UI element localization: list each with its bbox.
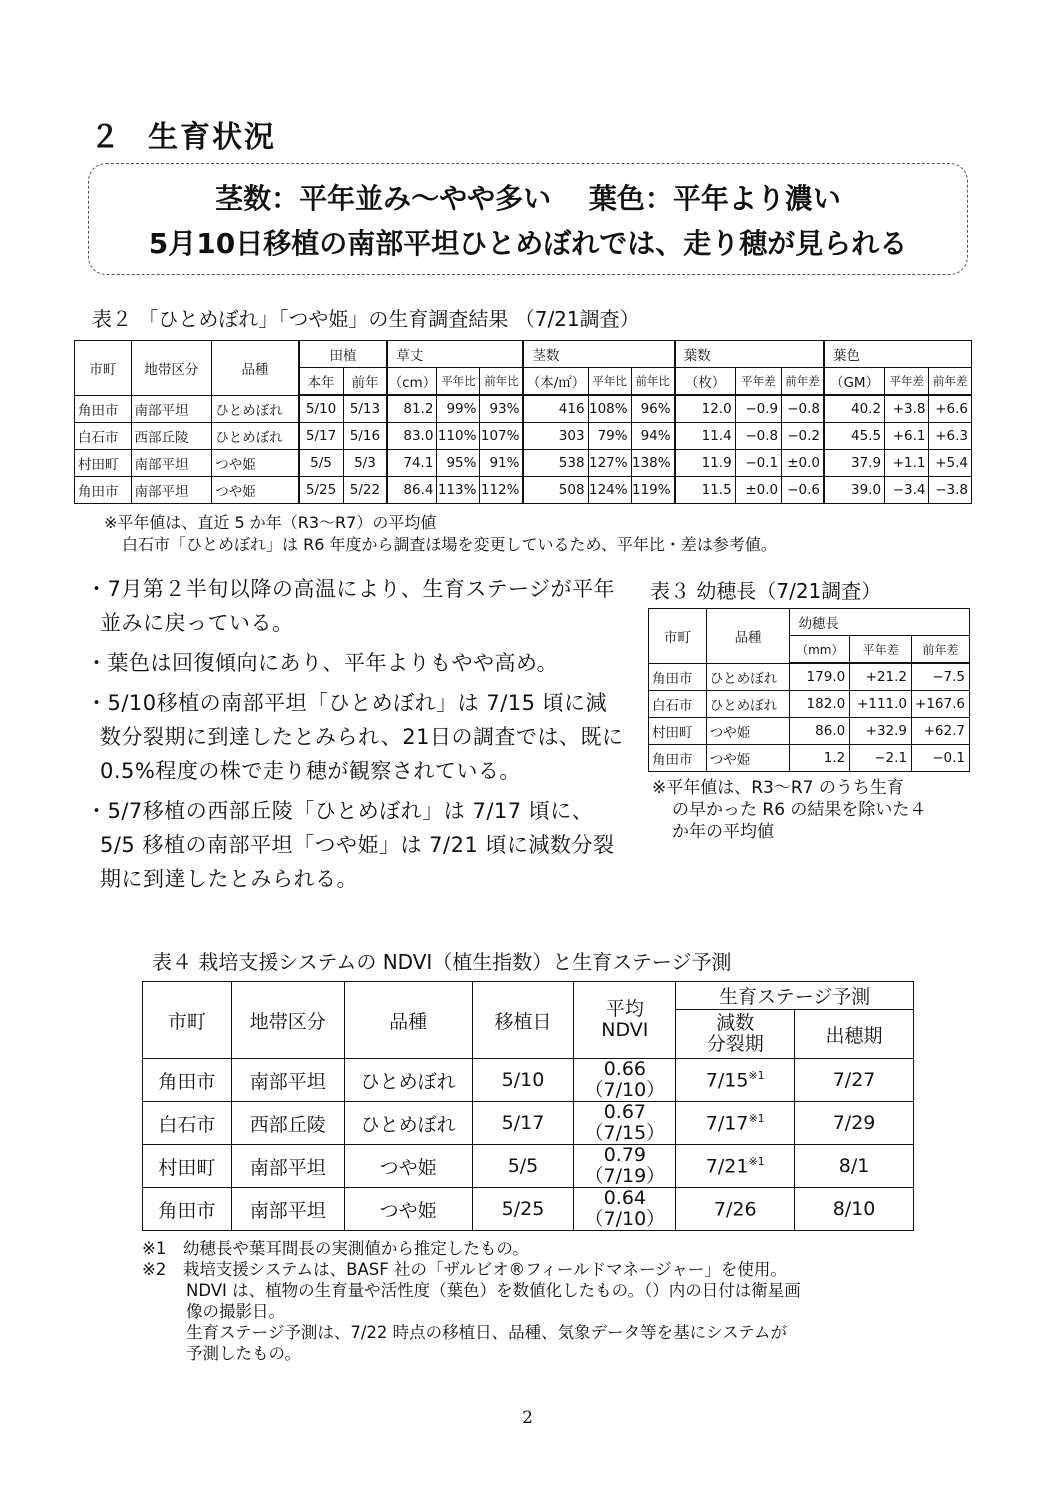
header-ratio-normal: 平年比 (437, 368, 480, 396)
header-planting: 田植 (299, 341, 388, 368)
table-cell: 83.0 (387, 423, 437, 450)
table-row (143, 1059, 914, 1102)
table-cell: 79% (588, 423, 631, 450)
table-cell: 113% (437, 477, 480, 504)
table-cell: 5/25 (472, 1188, 574, 1231)
table-row (143, 1145, 914, 1188)
meiosis-date: 7/15 (705, 1069, 749, 1092)
meiosis-cell (676, 1059, 795, 1102)
table-cell: 南部平坦 (131, 450, 212, 477)
header-diff-last: 前年差 (929, 368, 972, 396)
table4-note-cont: 予測したもの。 (186, 1344, 301, 1363)
table-cell: 303 (523, 423, 588, 450)
summary-box (88, 163, 968, 275)
bullet-list (86, 572, 626, 902)
header-variety: 品種 (706, 609, 790, 664)
table-cell: 86.4 (387, 477, 437, 504)
table-cell: ひとめぼれ (344, 1059, 472, 1102)
header-diff-normal: 平年差 (885, 368, 929, 396)
table-cell: 5/5 (299, 450, 343, 477)
table3-note-line: の早かった R6 の結果を除いた４ (672, 800, 927, 820)
table-cell: つや姫 (212, 477, 299, 504)
table-cell: ±0.0 (735, 477, 781, 504)
ndvi-cell (574, 1059, 676, 1102)
table-row (649, 663, 970, 691)
meiosis-cell (676, 1188, 795, 1231)
table-cell: 5/22 (343, 477, 387, 504)
header-stems: 茎数 (523, 341, 674, 368)
header-meiosis-l1: 減数 (716, 1012, 755, 1034)
table-cell: 45.5 (824, 423, 885, 450)
table-cell: −0.2 (782, 423, 824, 450)
table-cell: −0.6 (782, 477, 824, 504)
ndvi-cell (574, 1188, 676, 1231)
table-cell: 村田町 (649, 718, 707, 745)
table2-caption: 表２ 「ひとめぼれ」「つや姫」の生育調査結果 （7/21調査） (92, 307, 640, 331)
table-row (75, 395, 972, 423)
table-cell: +6.3 (929, 423, 972, 450)
header-ndvi-l1: 平均 (605, 998, 644, 1020)
table4-note-cont: 生育ステージ予測は、7/22 時点の移植日、品種、気象データ等を基にシステムが (186, 1323, 787, 1342)
table-cell: 108% (588, 395, 631, 423)
table-cell: 南部平坦 (231, 1188, 344, 1231)
table-cell: 角田市 (649, 663, 707, 691)
table-cell: 86.0 (790, 718, 850, 745)
header-color-unit: （GM） (824, 368, 885, 396)
table-cell: 7/27 (795, 1059, 914, 1102)
table2-body (75, 395, 972, 504)
table3-caption: 表３ 幼穂長（7/21調査） (650, 579, 882, 603)
header-unit: （mm） (790, 636, 850, 664)
table-cell: −0.8 (782, 395, 824, 423)
header-ratio-last: 前年比 (631, 368, 675, 396)
meiosis-date: 7/21 (705, 1155, 749, 1178)
table-cell: 8/1 (795, 1145, 914, 1188)
header-variety: 品種 (212, 341, 299, 396)
table-cell: 角田市 (75, 395, 132, 423)
section-heading (90, 112, 276, 156)
header-town: 市町 (143, 982, 232, 1059)
table-cell: 11.4 (675, 423, 736, 450)
table-cell: 11.9 (675, 450, 736, 477)
table-cell: ひとめぼれ (212, 395, 299, 423)
table-row (143, 1102, 914, 1145)
header-color: 葉色 (824, 341, 972, 368)
table-cell: +167.6 (912, 691, 970, 718)
table-cell: 96% (631, 395, 675, 423)
meiosis-cell (676, 1102, 795, 1145)
table2-note-1: ※平年値は、直近 5 か年（R3～R7）の平均値 (104, 513, 437, 532)
table3-note (652, 777, 972, 843)
table2-notes (104, 512, 777, 556)
table-cell: 99% (437, 395, 480, 423)
bullet-item: ・5/10移植の南部平坦「ひとめぼれ」は 7/15 頃に減数分裂期に到達したとみられ、21日の調査では、既に 0.5%程度の株で走り穂が観察されている。 (86, 691, 624, 783)
table-row (649, 691, 970, 718)
table-cell: 112% (480, 477, 524, 504)
meiosis-date: 7/17 (705, 1112, 749, 1135)
table-cell: ひとめぼれ (212, 423, 299, 450)
table-cell: 角田市 (143, 1188, 232, 1231)
ndvi-cell (574, 1145, 676, 1188)
table-cell: 12.0 (675, 395, 736, 423)
table-cell: +32.9 (850, 718, 912, 745)
meiosis-date: 7/26 (713, 1198, 757, 1221)
table-cell: −3.8 (929, 477, 972, 504)
header-diff-last: 前年差 (912, 636, 970, 664)
table-cell: つや姫 (212, 450, 299, 477)
table-cell: ひとめぼれ (706, 663, 790, 691)
table-cell: 124% (588, 477, 631, 504)
ndvi-date: （7/10） (584, 1208, 666, 1230)
table-cell: 5/5 (472, 1145, 574, 1188)
table2-note-2: 白石市「ひとめぼれ」は R6 年度から調査ほ場を変更しているため、平年比・差は参考値。 (122, 535, 777, 554)
table-cell: 74.1 (387, 450, 437, 477)
table-cell: つや姫 (706, 745, 790, 772)
table-cell: 西部丘陵 (131, 423, 212, 450)
header-ndvi-l2: NDVI (601, 1019, 649, 1041)
header-ratio-last: 前年比 (480, 368, 524, 396)
table-cell: 角田市 (143, 1059, 232, 1102)
table-row (649, 745, 970, 772)
table-cell: ±0.0 (782, 450, 824, 477)
table-cell: 5/10 (472, 1059, 574, 1102)
header-leaves: 葉数 (675, 341, 824, 368)
meiosis-cell (676, 1145, 795, 1188)
table-cell: ひとめぼれ (706, 691, 790, 718)
ndvi-value: 0.64 (603, 1187, 646, 1209)
table3-note-line: ※平年値は、R3～R7 のうち生育 (652, 778, 904, 798)
ndvi-cell (574, 1102, 676, 1145)
table-cell: 40.2 (824, 395, 885, 423)
table-cell: 508 (523, 477, 588, 504)
header-diff-normal: 平年差 (735, 368, 781, 396)
header-meiosis (676, 1010, 795, 1059)
section-title: 生育状況 (148, 120, 276, 155)
header-diff-normal: 平年差 (850, 636, 912, 664)
table-cell: 5/16 (343, 423, 387, 450)
table-cell: +3.8 (885, 395, 929, 423)
panicle-length-table (648, 608, 970, 772)
header-zone: 地帯区分 (231, 982, 344, 1059)
table4-note-cont: NDVI は、植物の生育量や活性度（葉色）を数値化したもの。（）内の日付は衛星画 (186, 1281, 801, 1300)
summary-line-2: 5月10日移植の南部平坦ひとめぼれでは、走り穂が見られる (148, 227, 908, 260)
table-cell: 5/3 (343, 450, 387, 477)
section-number: ２ (90, 120, 122, 155)
table-cell: +62.7 (912, 718, 970, 745)
header-meiosis-l2: 分裂期 (706, 1033, 764, 1055)
table-cell: 7/29 (795, 1102, 914, 1145)
header-height-unit: （cm） (387, 368, 437, 396)
table-cell: つや姫 (344, 1188, 472, 1231)
table-cell: 11.5 (675, 477, 736, 504)
table4-note-cont: 像の撮影日。 (186, 1302, 285, 1321)
table-cell: 94% (631, 423, 675, 450)
header-planting: 移植日 (472, 982, 574, 1059)
page-number: 2 (522, 1408, 533, 1428)
table-cell: 179.0 (790, 663, 850, 691)
table-cell: +6.1 (885, 423, 929, 450)
table-cell: −0.1 (735, 450, 781, 477)
footnote-mark: ※1 (748, 1068, 765, 1082)
ndvi-date: （7/10） (584, 1079, 666, 1101)
table-cell: 村田町 (143, 1145, 232, 1188)
table-cell: 127% (588, 450, 631, 477)
table-row (75, 450, 972, 477)
header-height: 草丈 (387, 341, 523, 368)
header-town: 市町 (75, 341, 132, 396)
growth-survey-table (74, 340, 972, 504)
header-stems-unit: （本/㎡） (523, 368, 588, 396)
table-cell: 南部平坦 (231, 1145, 344, 1188)
table-cell: 白石市 (143, 1102, 232, 1145)
header-leaves-unit: （枚） (675, 368, 736, 396)
table-row (75, 423, 972, 450)
table-cell: 南部平坦 (131, 477, 212, 504)
summary-line-1: 茎数：平年並み～やや多い 葉色：平年より濃い (215, 182, 841, 215)
table-cell: 91% (480, 450, 524, 477)
table-cell: 93% (480, 395, 524, 423)
header-ratio-normal: 平年比 (588, 368, 631, 396)
table-cell: −0.9 (735, 395, 781, 423)
table4-notes (142, 1238, 801, 1364)
table-cell: −2.1 (850, 745, 912, 772)
table-cell: +5.4 (929, 450, 972, 477)
table4-caption: 表４ 栽培支援システムの NDVI（植生指数）と生育ステージ予測 (152, 950, 732, 974)
bullet-item: ・5/7移植の西部丘陵「ひとめぼれ」は 7/17 頃に、5/5 移植の南部平坦「つや姫」は 7/21 頃に減数分裂期に到達したとみられる。 (86, 799, 615, 891)
table-cell: 95% (437, 450, 480, 477)
table4-body (143, 1059, 914, 1231)
table-cell: 南部平坦 (131, 395, 212, 423)
footnote-mark: ※1 (748, 1154, 765, 1168)
table-cell: 538 (523, 450, 588, 477)
header-zone: 地帯区分 (131, 341, 212, 396)
table-cell: 5/25 (299, 477, 343, 504)
header-ndvi (574, 982, 676, 1059)
header-town: 市町 (649, 609, 707, 664)
bullet-item: ・葉色は回復傾向にあり、平年よりもやや高め。 (86, 651, 559, 675)
bullet-item: ・7月第２半旬以降の高温により、生育ステージが平年並みに戻っている。 (86, 577, 616, 635)
table-cell: 182.0 (790, 691, 850, 718)
table-cell: ひとめぼれ (344, 1102, 472, 1145)
table-cell: −7.5 (912, 663, 970, 691)
table-cell: 西部丘陵 (231, 1102, 344, 1145)
table-cell: 角田市 (649, 745, 707, 772)
table-cell: 5/13 (343, 395, 387, 423)
table-cell: 37.9 (824, 450, 885, 477)
header-heading: 出穂期 (795, 1010, 914, 1059)
table-cell: +111.0 (850, 691, 912, 718)
table-cell: 138% (631, 450, 675, 477)
table-cell: −3.4 (885, 477, 929, 504)
table-cell: 南部平坦 (231, 1059, 344, 1102)
ndvi-date: （7/19） (584, 1165, 666, 1187)
table-row (143, 1188, 914, 1231)
table-cell: 5/17 (472, 1102, 574, 1145)
header-this-year: 本年 (299, 368, 343, 396)
ndvi-value: 0.67 (603, 1101, 646, 1123)
ndvi-value: 0.79 (603, 1144, 646, 1166)
table-row (649, 718, 970, 745)
header-variety: 品種 (344, 982, 472, 1059)
table3-note-line: か年の平均値 (672, 822, 774, 842)
table-row (75, 477, 972, 504)
header-last-year: 前年 (343, 368, 387, 396)
table4-note: ※1 幼穂長や葉耳間長の実測値から推定したもの。 (142, 1239, 529, 1258)
table-cell: 416 (523, 395, 588, 423)
ndvi-date: （7/15） (584, 1122, 666, 1144)
table-cell: 白石市 (75, 423, 132, 450)
table-cell: +1.1 (885, 450, 929, 477)
table-cell: つや姫 (344, 1145, 472, 1188)
table-cell: +21.2 (850, 663, 912, 691)
ndvi-value: 0.66 (603, 1058, 646, 1080)
table-cell: 村田町 (75, 450, 132, 477)
table-cell: +6.6 (929, 395, 972, 423)
ndvi-prediction-table (142, 981, 914, 1231)
table-cell: 5/17 (299, 423, 343, 450)
table-cell: 1.2 (790, 745, 850, 772)
table3-body (649, 663, 970, 772)
table-cell: 5/10 (299, 395, 343, 423)
table-cell: 39.0 (824, 477, 885, 504)
table4-note: ※2 栽培支援システムは、BASF 社の「ザルビオ®フィールドマネージャー」を使用。 (142, 1260, 787, 1279)
table-cell: 119% (631, 477, 675, 504)
table-cell: 107% (480, 423, 524, 450)
table-cell: 白石市 (649, 691, 707, 718)
header-stage: 生育ステージ予測 (676, 982, 914, 1010)
table-cell: 8/10 (795, 1188, 914, 1231)
table-cell: 角田市 (75, 477, 132, 504)
table-cell: つや姫 (706, 718, 790, 745)
table-cell: 81.2 (387, 395, 437, 423)
table-cell: −0.8 (735, 423, 781, 450)
header-diff-last: 前年差 (782, 368, 824, 396)
table-cell: −0.1 (912, 745, 970, 772)
footnote-mark: ※1 (748, 1111, 765, 1125)
table-cell: 110% (437, 423, 480, 450)
header-length: 幼穂長 (790, 609, 970, 636)
